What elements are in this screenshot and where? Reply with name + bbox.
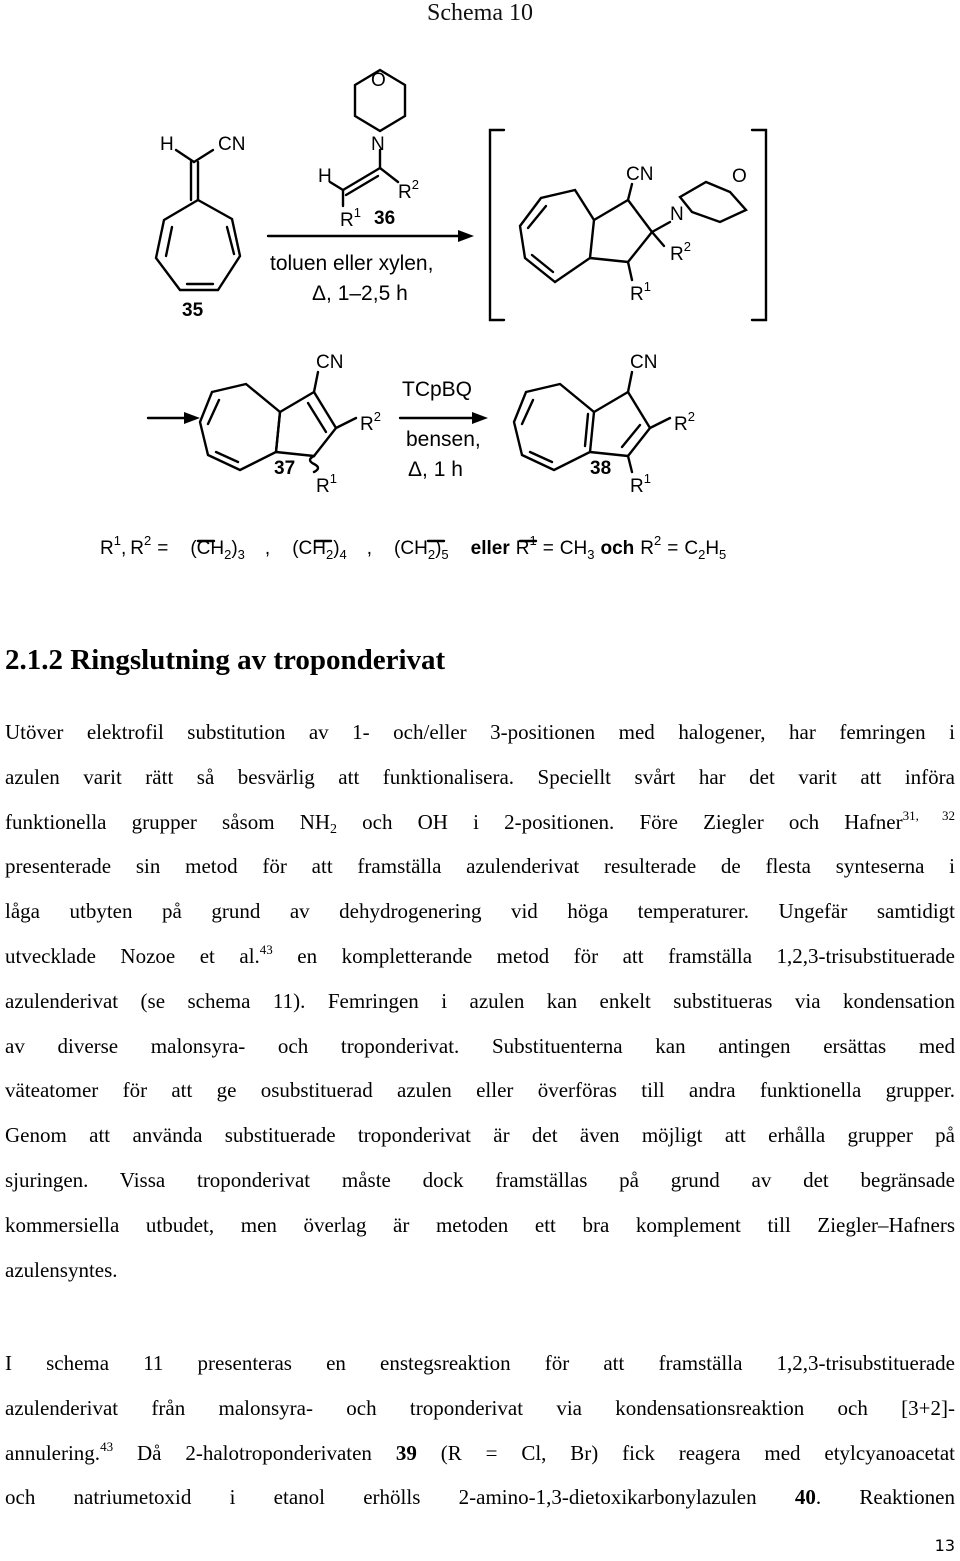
label-r1-intermediate: $R^1$: [630, 279, 651, 305]
compound-35-label: 35: [182, 300, 204, 321]
text-line: väteatomer för att ge osubstituerad azulen eller överföras till andra funktionella grupper.: [5, 1078, 955, 1103]
text-line: funktionella grupper såsom $NH_2$ och OH i 2-positionen. Före Ziegler och Hafner$^{31, 32}$: [5, 807, 955, 837]
label-r1-36: $R^1$: [340, 205, 361, 231]
step2-solvent: bensen,: [406, 428, 481, 451]
text-line: azulenderivat (se schema 11). Femringen i azulen kan enkelt substitueras via kondensation: [5, 988, 955, 1013]
text-line: azulenderivat från malonsyra- och troponderivat via kondensationsreaktion och [3+2]-: [5, 1395, 955, 1420]
compound-38-label: 38: [590, 458, 612, 479]
paragraph-1: [5, 710, 955, 1292]
label-o-intermediate: O: [732, 166, 747, 187]
label-r2-38: $R^2$: [674, 409, 695, 435]
text-line: Utöver elektrofil substitution av 1- och/eller 3-positionen med halogener, har femringen i: [5, 720, 955, 744]
text-line: och natriumetoxid i etanol erhölls 2-amino-1,3-dietoxikarbonylazulen 40. Reaktionen: [5, 1485, 956, 1510]
text-line: Genom att använda substituerade troponderivat är det även möjligt att erhålla grupper på: [5, 1123, 955, 1148]
paragraph-2: [5, 1341, 955, 1520]
label-n-intermediate: N: [670, 204, 684, 225]
section-heading: 2.1.2 Ringslutning av troponderivat: [5, 644, 446, 676]
label-cn-38: CN: [630, 352, 658, 373]
label-r2-intermediate: $R^2$: [670, 239, 691, 265]
label-r1-37: $R^1$: [316, 471, 337, 497]
text-line: azulensyntes.: [5, 1257, 118, 1282]
reaction-scheme: [0, 50, 960, 580]
compound-37-label: 37: [274, 458, 296, 479]
step1-solvent: toluen eller xylen,: [270, 252, 434, 275]
label-o-36: O: [371, 70, 386, 91]
text-line: låga utbyten på grund av dehydrogenering vid höga temperaturer. Ungefär samtidigt: [5, 899, 955, 924]
step2-reagent: TCpBQ: [402, 378, 473, 401]
text-line: annulering.$^{43}$ Då 2-halotroponderivaten 39 (R = Cl, Br) fick reagera med etylcyanoacetat: [5, 1438, 955, 1465]
text-line: sjuringen. Vissa troponderivat måste dock framställas på grund av det begränsade: [5, 1167, 955, 1192]
text-line: kommersiella utbudet, men överlag är metoden ett bra komplement till Ziegler–Hafners: [5, 1212, 955, 1237]
label-cn-35: CN: [218, 134, 246, 155]
text-line: utvecklade Nozoe et al.$^{43}$ en kompletterande metod för att framställa 1,2,3-trisubstituerade: [5, 941, 955, 968]
step1-conditions: Δ, 1–2,5 h: [312, 282, 408, 305]
label-h-36: H: [318, 166, 332, 187]
text-line: I schema 11 presenteras en enstegsreaktion för att framställa 1,2,3-trisubstituerade: [5, 1351, 955, 1375]
label-r2-36: $R^2$: [398, 177, 419, 203]
label-cn-intermediate: CN: [626, 164, 654, 185]
schema-title: Schema 10: [427, 0, 533, 26]
step2-conditions: Δ, 1 h: [408, 458, 463, 481]
label-r2-37: $R^2$: [360, 409, 381, 435]
label-h-35: H: [160, 134, 174, 155]
label-cn-37: CN: [316, 352, 344, 373]
label-r1-38: $R^1$: [630, 471, 651, 497]
text-line: av diverse malonsyra- och troponderivat. Substituenterna kan antingen ersättas med: [5, 1033, 955, 1058]
substituent-definitions: $R^1$, $R^2 = (CH_2)_3$ , $(CH_2)_4$ , $(CH_2)_5$ eller $R^1 = CH_3$ och $R^2 = C_2H_5$: [100, 533, 727, 562]
text-line: presenterade sin metod för att framställa azulenderivat resulterade de flesta synteserna i: [5, 854, 955, 879]
text-line: azulen varit rätt så besvärlig att funktionalisera. Speciellt svårt har det varit att införa: [5, 764, 955, 789]
page-number: 13: [934, 1536, 955, 1555]
label-n-36: N: [371, 134, 385, 155]
compound-36-label: 36: [374, 208, 396, 229]
